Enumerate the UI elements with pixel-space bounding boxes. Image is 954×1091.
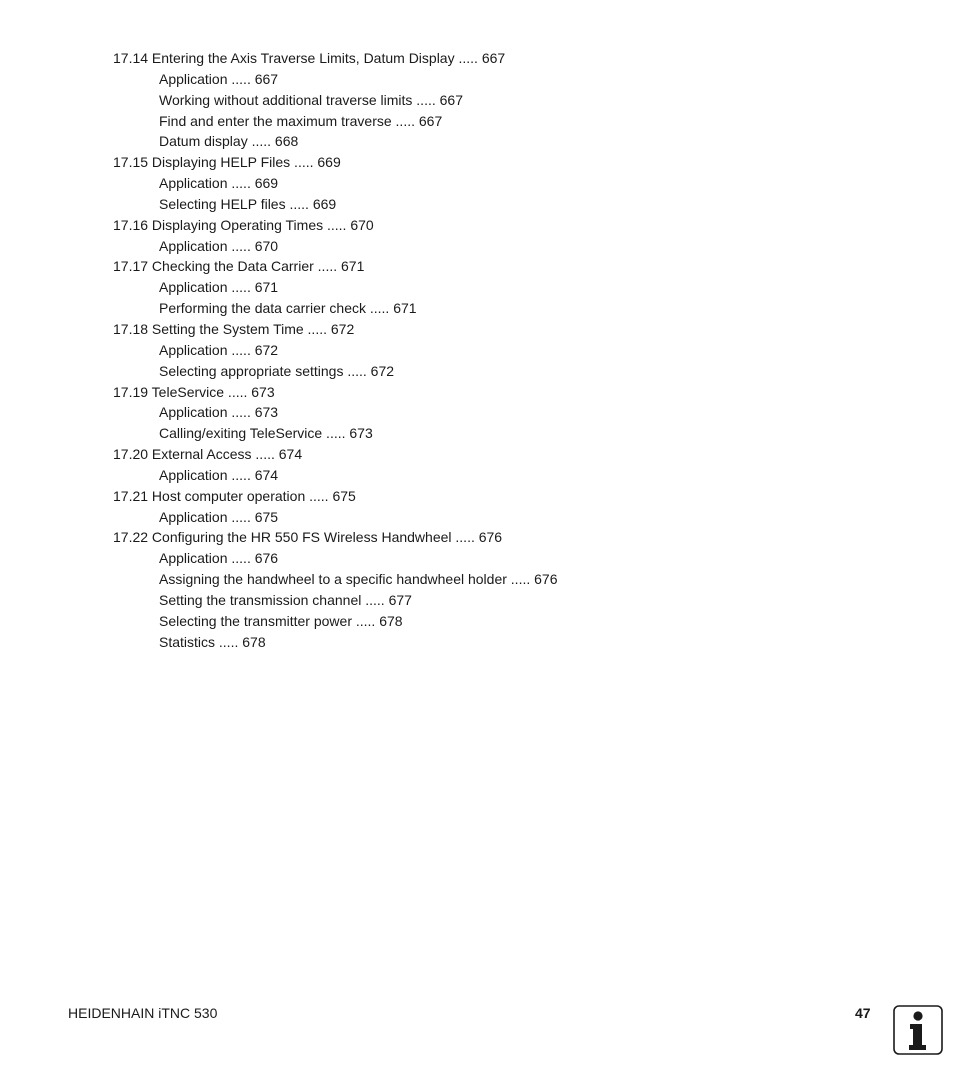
footer-manual-title: HEIDENHAIN iTNC 530 [68, 1005, 218, 1021]
toc-subentry[interactable]: Application ..... 675 [159, 508, 279, 525]
toc-subentry[interactable]: Working without additional traverse limits ..... 667 [159, 91, 463, 108]
toc-entry[interactable]: 17.17 Checking the Data Carrier ..... 671 [113, 258, 365, 275]
toc-subentry[interactable]: Setting the transmission channel ..... 677 [159, 591, 412, 608]
toc-subentry[interactable]: Datum display ..... 668 [159, 133, 299, 150]
toc-entry[interactable]: 17.20 External Access ..... 674 [113, 446, 303, 463]
toc-entry[interactable]: 17.18 Setting the System Time ..... 672 [113, 320, 355, 337]
toc-subentry[interactable]: Performing the data carrier check ..... 671 [159, 300, 417, 317]
toc-entry[interactable]: 17.16 Displaying Operating Times ..... 670 [113, 216, 374, 233]
toc-subentry[interactable]: Assigning the handwheel to a specific handwheel holder ..... 676 [159, 571, 558, 588]
toc-subentry[interactable]: Application ..... 672 [159, 341, 279, 358]
toc-subentry[interactable]: Application ..... 676 [159, 550, 279, 567]
toc-subentry[interactable]: Application ..... 670 [159, 237, 279, 254]
toc-subentry[interactable]: Find and enter the maximum traverse ..... 667 [159, 112, 443, 129]
toc-subentry[interactable]: Statistics ..... 678 [159, 633, 266, 650]
toc-subentry[interactable]: Application ..... 667 [159, 70, 279, 87]
toc-subentry[interactable]: Application ..... 673 [159, 404, 279, 421]
toc-entry[interactable]: 17.21 Host computer operation ..... 675 [113, 487, 356, 504]
toc-entry[interactable]: 17.22 Configuring the HR 550 FS Wireless Handwheel ..... 676 [113, 529, 503, 546]
toc-subentry[interactable]: Calling/exiting TeleService ..... 673 [159, 425, 373, 442]
page-number: 47 [855, 1005, 871, 1021]
toc-subentry[interactable]: Selecting appropriate settings ..... 672 [159, 362, 395, 379]
toc-subentry[interactable]: Selecting HELP files ..... 669 [159, 195, 337, 212]
toc-subentry[interactable]: Application ..... 674 [159, 466, 279, 483]
toc-entry[interactable]: 17.15 Displaying HELP Files ..... 669 [113, 154, 341, 171]
table-of-contents [113, 48, 558, 652]
toc-entry[interactable]: 17.19 TeleService ..... 673 [113, 383, 275, 400]
toc-subentry[interactable]: Application ..... 669 [159, 175, 279, 192]
toc-subentry[interactable]: Selecting the transmitter power ..... 678 [159, 612, 403, 629]
toc-entry[interactable]: 17.14 Entering the Axis Traverse Limits, Datum Display ..... 667 [113, 50, 506, 66]
toc-subentry[interactable]: Application ..... 671 [159, 279, 279, 296]
info-icon [893, 1005, 943, 1055]
